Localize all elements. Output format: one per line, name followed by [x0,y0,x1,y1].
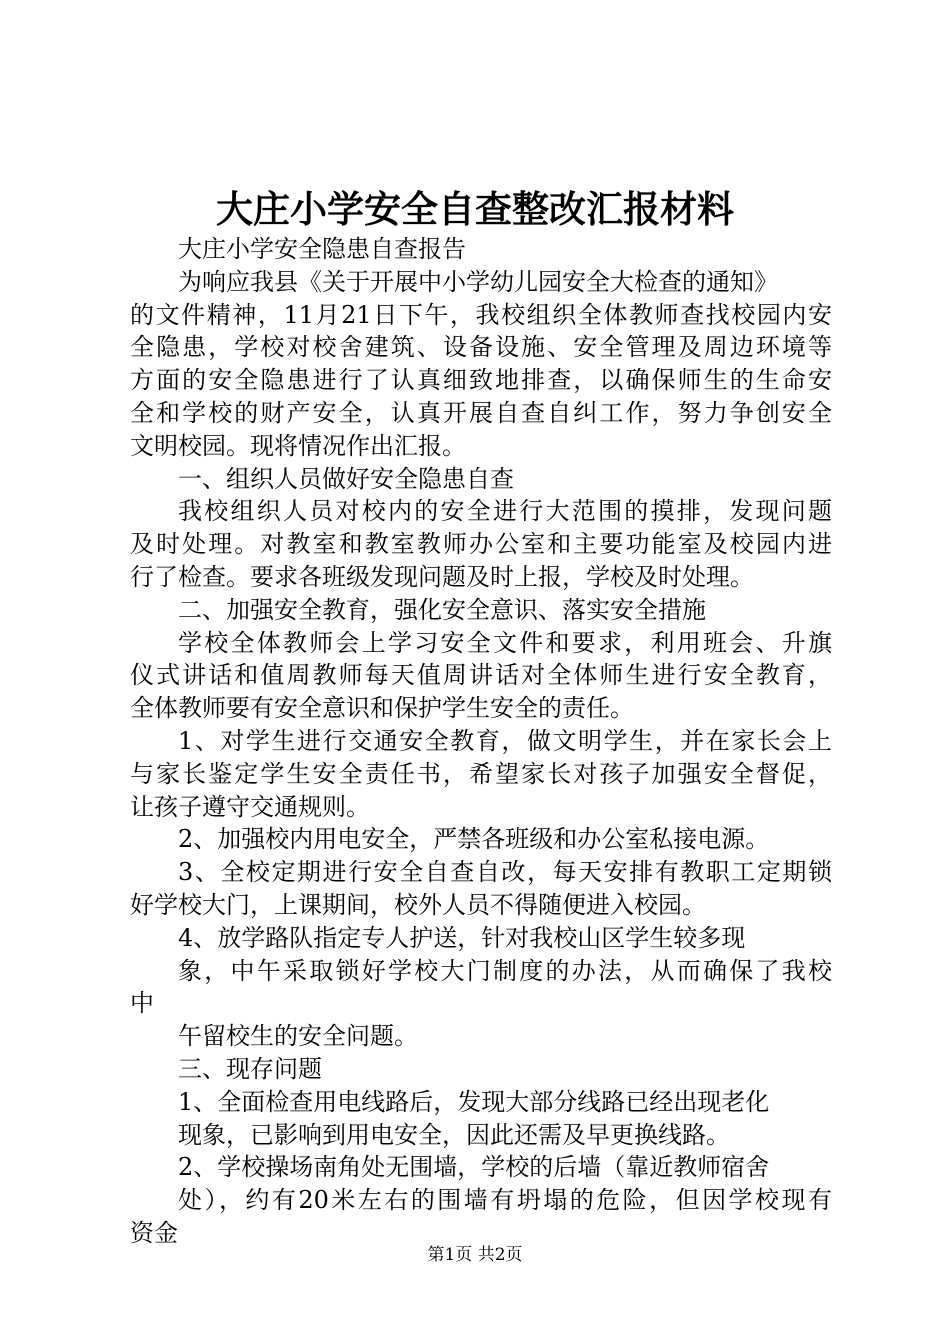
section-heading: 二、加强安全教育，强化安全意识、落实安全措施 [178,595,706,624]
paragraph-line: 及时处理。对教室和教室教师办公室和主要功能室及校园内进 [130,530,832,559]
paragraph-line: 全和学校的财产安全，认真开展自查自纠工作，努力争创安全 [130,398,832,427]
list-item: 1、对学生进行交通安全教育，做文明学生，并在家长会上 [178,726,832,755]
paragraph-line: 仪式讲话和值周教师每天值周讲话对全体师生进行安全教育， [130,661,832,690]
paragraph-line: 好学校大门，上课期间，校外人员不得随便进入校园。 [130,890,706,919]
paragraph-line: 象，中午采取锁好学校大门制度的办法，从而确保了我校 [178,956,832,985]
section-heading: 三、现存问题 [178,1054,322,1083]
document-body [130,233,832,1250]
paragraph-line: 与家长鉴定学生安全责任书，希望家长对孩子加强安全督促， [130,759,832,788]
paragraph-line: 全隐患，学校对校舍建筑、设备设施、安全管理及周边环境等 [130,333,832,362]
paragraph-line: 行了检查。要求各班级发现问题及时上报，学校及时处理。 [130,562,754,591]
list-item: 4、放学路队指定专人护送，针对我校山区学生较多现 [178,923,746,952]
paragraph-line: 学校全体教师会上学习安全文件和要求，利用班会、升旗 [178,628,832,657]
paragraph-line: 为响应我县《关于开展中小学幼儿园安全大检查的通知》 [178,267,778,296]
page-footer: 第1页 共2页 [427,1245,523,1265]
paragraph-line: 现象，已影响到用电安全，因此还需及早更换线路。 [178,1120,730,1149]
list-item: 1、全面检查用电线路后，发现大部分线路已经出现老化 [178,1087,770,1116]
paragraph-line: 方面的安全隐患进行了认真细致地排查，以确保师生的生命安 [130,366,832,395]
list-item: 3、全校定期进行安全自查自改，每天安排有教职工定期锁 [178,858,832,887]
paragraph-line: 中 [130,989,154,1018]
paragraph-line: 文明校园。现将情况作出汇报。 [130,431,466,460]
paragraph-line: 处），约有20米左右的围墙有坍塌的危险，但因学校现有 [178,1186,832,1215]
paragraph-line: 我校组织人员对校内的安全进行大范围的摸排，发现问题 [178,497,832,526]
list-item: 2、学校操场南角处无围墙，学校的后墙（靠近教师宿舍 [178,1153,770,1182]
report-subtitle: 大庄小学安全隐患自查报告 [178,235,466,263]
paragraph-line: 资金 [130,1218,178,1247]
document-title: 大庄小学安全自查整改汇报材料 [216,187,734,231]
paragraph-line: 全体教师要有安全意识和保护学生安全的责任。 [130,694,634,723]
paragraph-line: 午留校生的安全问题。 [178,1022,418,1051]
list-item: 2、加强校内用电安全，严禁各班级和办公室私接电源。 [178,825,770,854]
paragraph-line: 让孩子遵守交通规则。 [130,792,370,821]
section-heading: 一、组织人员做好安全隐患自查 [178,464,514,493]
paragraph-line: 的文件精神，11月21日下午，我校组织全体教师查找校园内安 [130,300,832,329]
